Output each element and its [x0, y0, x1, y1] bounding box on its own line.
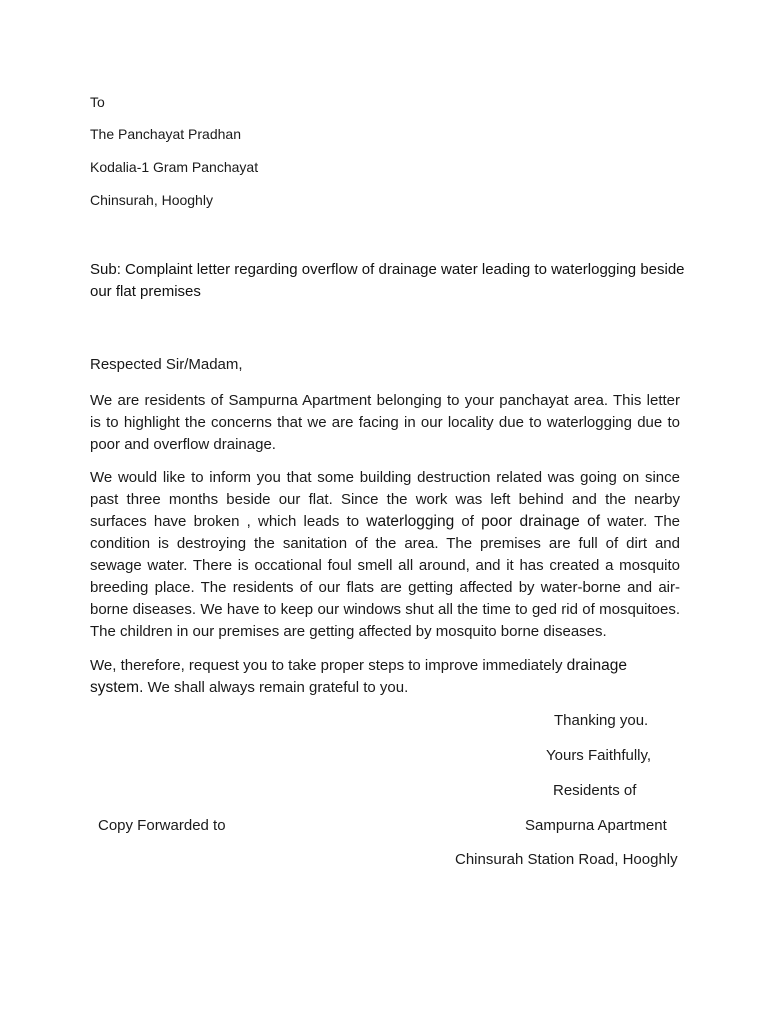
address-place: Chinsurah, Hooghly: [90, 192, 213, 208]
paragraph-3-term-drainage-system: drainage system.: [90, 657, 627, 696]
letter-subject: Sub: Complaint letter regarding overflow of drainage water leading to waterlogging beside our flat premises: [90, 261, 685, 300]
address-office: Kodalia-1 Gram Panchayat: [90, 159, 259, 175]
address-to: To: [90, 94, 105, 110]
body-paragraph-1: We are residents of Sampurna Apartment belonging to your panchayat area. This letter is to highlight the concerns that we are facing in our locality due to waterlogging due to poor and overflow drainage.: [90, 392, 680, 453]
paragraph-3-text-a: We, therefore, request you to take proper steps to improve immediately: [90, 657, 567, 674]
paragraph-2-term-poor-drainage: poor drainage of: [481, 513, 601, 530]
copy-forwarded-label: Copy Forwarded to: [98, 817, 226, 834]
paragraph-2-text-a: We would like to inform you that some building destruction related was going on since past three months beside our flat. Since the work was left behind and the nearby surfaces have broken , which leads to: [90, 469, 680, 530]
paragraph-2-text-e: water. The condition is destroying the sanitation of the area. The premises are full of dirt and sewage water. There is occational foul smell all around, and it has created a mosquito breeding place. The residents of our flats are getting affected by water-borne and air-borne diseases. We have to keep our windows shut all the time to ged rid of mosquitoes. The children in our premises are getting affected by mosquito borne diseases.: [90, 513, 681, 640]
paragraph-2-term-waterlogging: waterlogging: [366, 513, 455, 530]
closing-apartment: Sampurna Apartment: [525, 817, 667, 834]
body-paragraph-3: [90, 655, 680, 699]
closing-road: Chinsurah Station Road, Hooghly: [455, 851, 678, 868]
paragraph-3-text-c: We shall always remain grateful to you.: [143, 679, 409, 696]
body-paragraph-2: [90, 467, 680, 643]
paragraph-2-text-c: of: [454, 513, 482, 530]
closing-residents-of: Residents of: [553, 782, 637, 799]
address-recipient: The Panchayat Pradhan: [90, 126, 241, 142]
closing-yours-faithfully: Yours Faithfully,: [546, 747, 652, 764]
closing-thanks: Thanking you.: [554, 712, 649, 729]
letter-greeting: Respected Sir/Madam,: [90, 356, 243, 373]
